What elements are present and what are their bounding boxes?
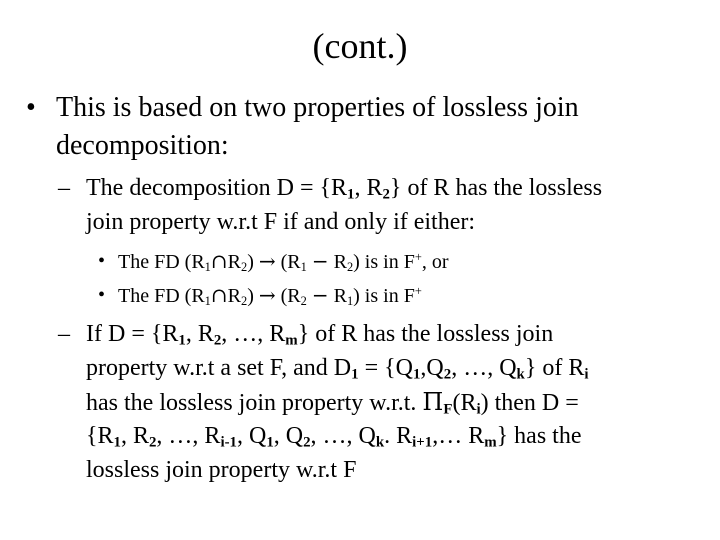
sub-point-1-line-1: The decomposition $D = \{R_1$, $R_2$} of R has the lossless — [86, 175, 603, 203]
sub-point-2-line-1: If $D = \{R_1$, $R_2$, …, $R_m$} of R has the lossless join — [86, 321, 554, 349]
sub-point-2-line-3: has the lossless join property w.r.t. $\Pi_F(R_i)$ then D = — [86, 388, 579, 418]
main-bullet-line-2: decomposition: — [56, 130, 229, 161]
dash-marker: – — [58, 321, 70, 347]
dash-marker: – — [58, 175, 70, 201]
bullet-marker: • — [26, 92, 36, 123]
fd-condition-2: The FD $(R_1\cap R_2) \to (R_2 - R_1)$ is in F+ — [118, 283, 422, 309]
main-bullet-line-1: This is based on two properties of lossless join — [56, 92, 579, 123]
sub-point-1-line-2: join property w.r.t F if and only if either: — [86, 209, 476, 235]
sub-point-2-line-2: property w.r.t a set F, and $D_1 = \{Q_1,Q_2$, …, $Q_k$} of $R_i$ — [86, 355, 589, 383]
fd-condition-1: The FD $(R_1\cap R_2) \to (R_1 - R_2)$ is in F+, or — [118, 249, 449, 275]
sub-point-2-line-5: lossless join property w.r.t F — [86, 457, 357, 483]
sub-point-2-line-4: {$R_1$, $R_2$, …, $R_{i-1}$, $Q_1$, $Q_2$, …, $Q_k$. $R_{i+1},\dots$ $R_m$} has the — [86, 423, 582, 451]
sub-bullet-marker: • — [98, 250, 106, 272]
slide-title: (cont.) — [312, 26, 408, 66]
sub-bullet-marker: • — [98, 284, 106, 306]
